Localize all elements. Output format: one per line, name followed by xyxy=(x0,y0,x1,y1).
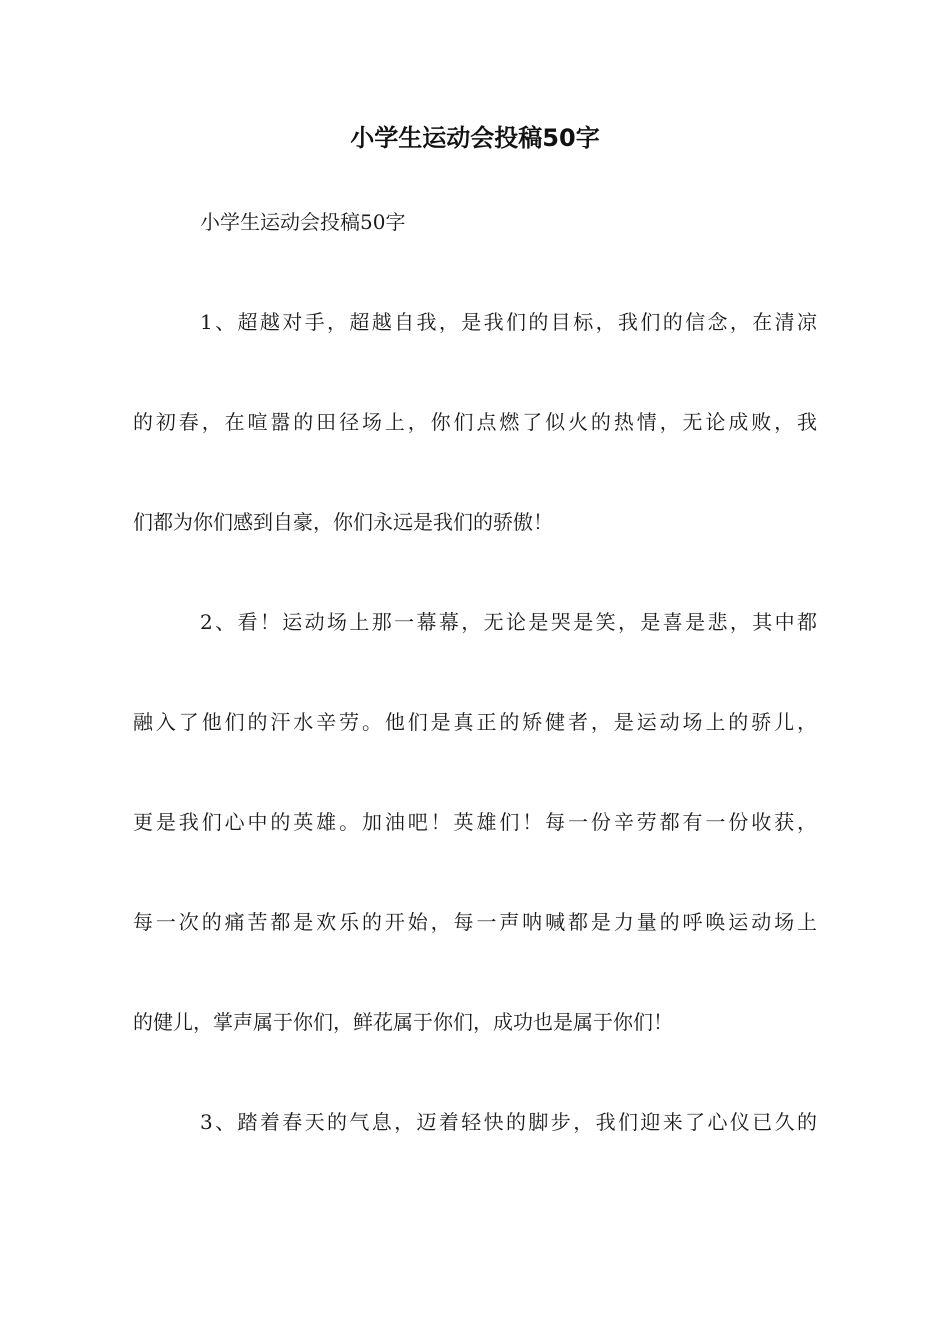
paragraph-2-line-1: 2、看！运动场上那一幕幕，无论是哭是笑，是喜是悲，其中都 xyxy=(200,610,817,634)
paragraph-2-line-4: 每一次的痛苦都是欢乐的开始，每一声呐喊都是力量的呼唤运动场上 xyxy=(133,910,817,934)
document-title: 小学生运动会投稿50字 xyxy=(350,124,600,152)
paragraph-2-line-2: 融入了他们的汗水辛劳。他们是真正的矫健者，是运动场上的骄儿， xyxy=(133,710,817,734)
paragraph-1-line-2: 的初春，在喧嚣的田径场上，你们点燃了似火的热情，无论成败，我 xyxy=(133,410,817,434)
paragraph-1-line-3: 们都为你们感到自豪，你们永远是我们的骄傲！ xyxy=(133,510,553,534)
paragraph-2-line-3: 更是我们心中的英雄。加油吧！英雄们！每一份辛劳都有一份收获， xyxy=(133,810,817,834)
paragraph-1-line-1: 1、超越对手，超越自我，是我们的目标，我们的信念，在清凉 xyxy=(200,310,817,334)
paragraph-2-line-5: 的健儿，掌声属于你们，鲜花属于你们，成功也是属于你们！ xyxy=(133,1010,673,1034)
paragraph-3-line-1: 3、踏着春天的气息，迈着轻快的脚步，我们迎来了心仪已久的 xyxy=(200,1110,817,1134)
document-subtitle: 小学生运动会投稿50字 xyxy=(200,210,406,234)
